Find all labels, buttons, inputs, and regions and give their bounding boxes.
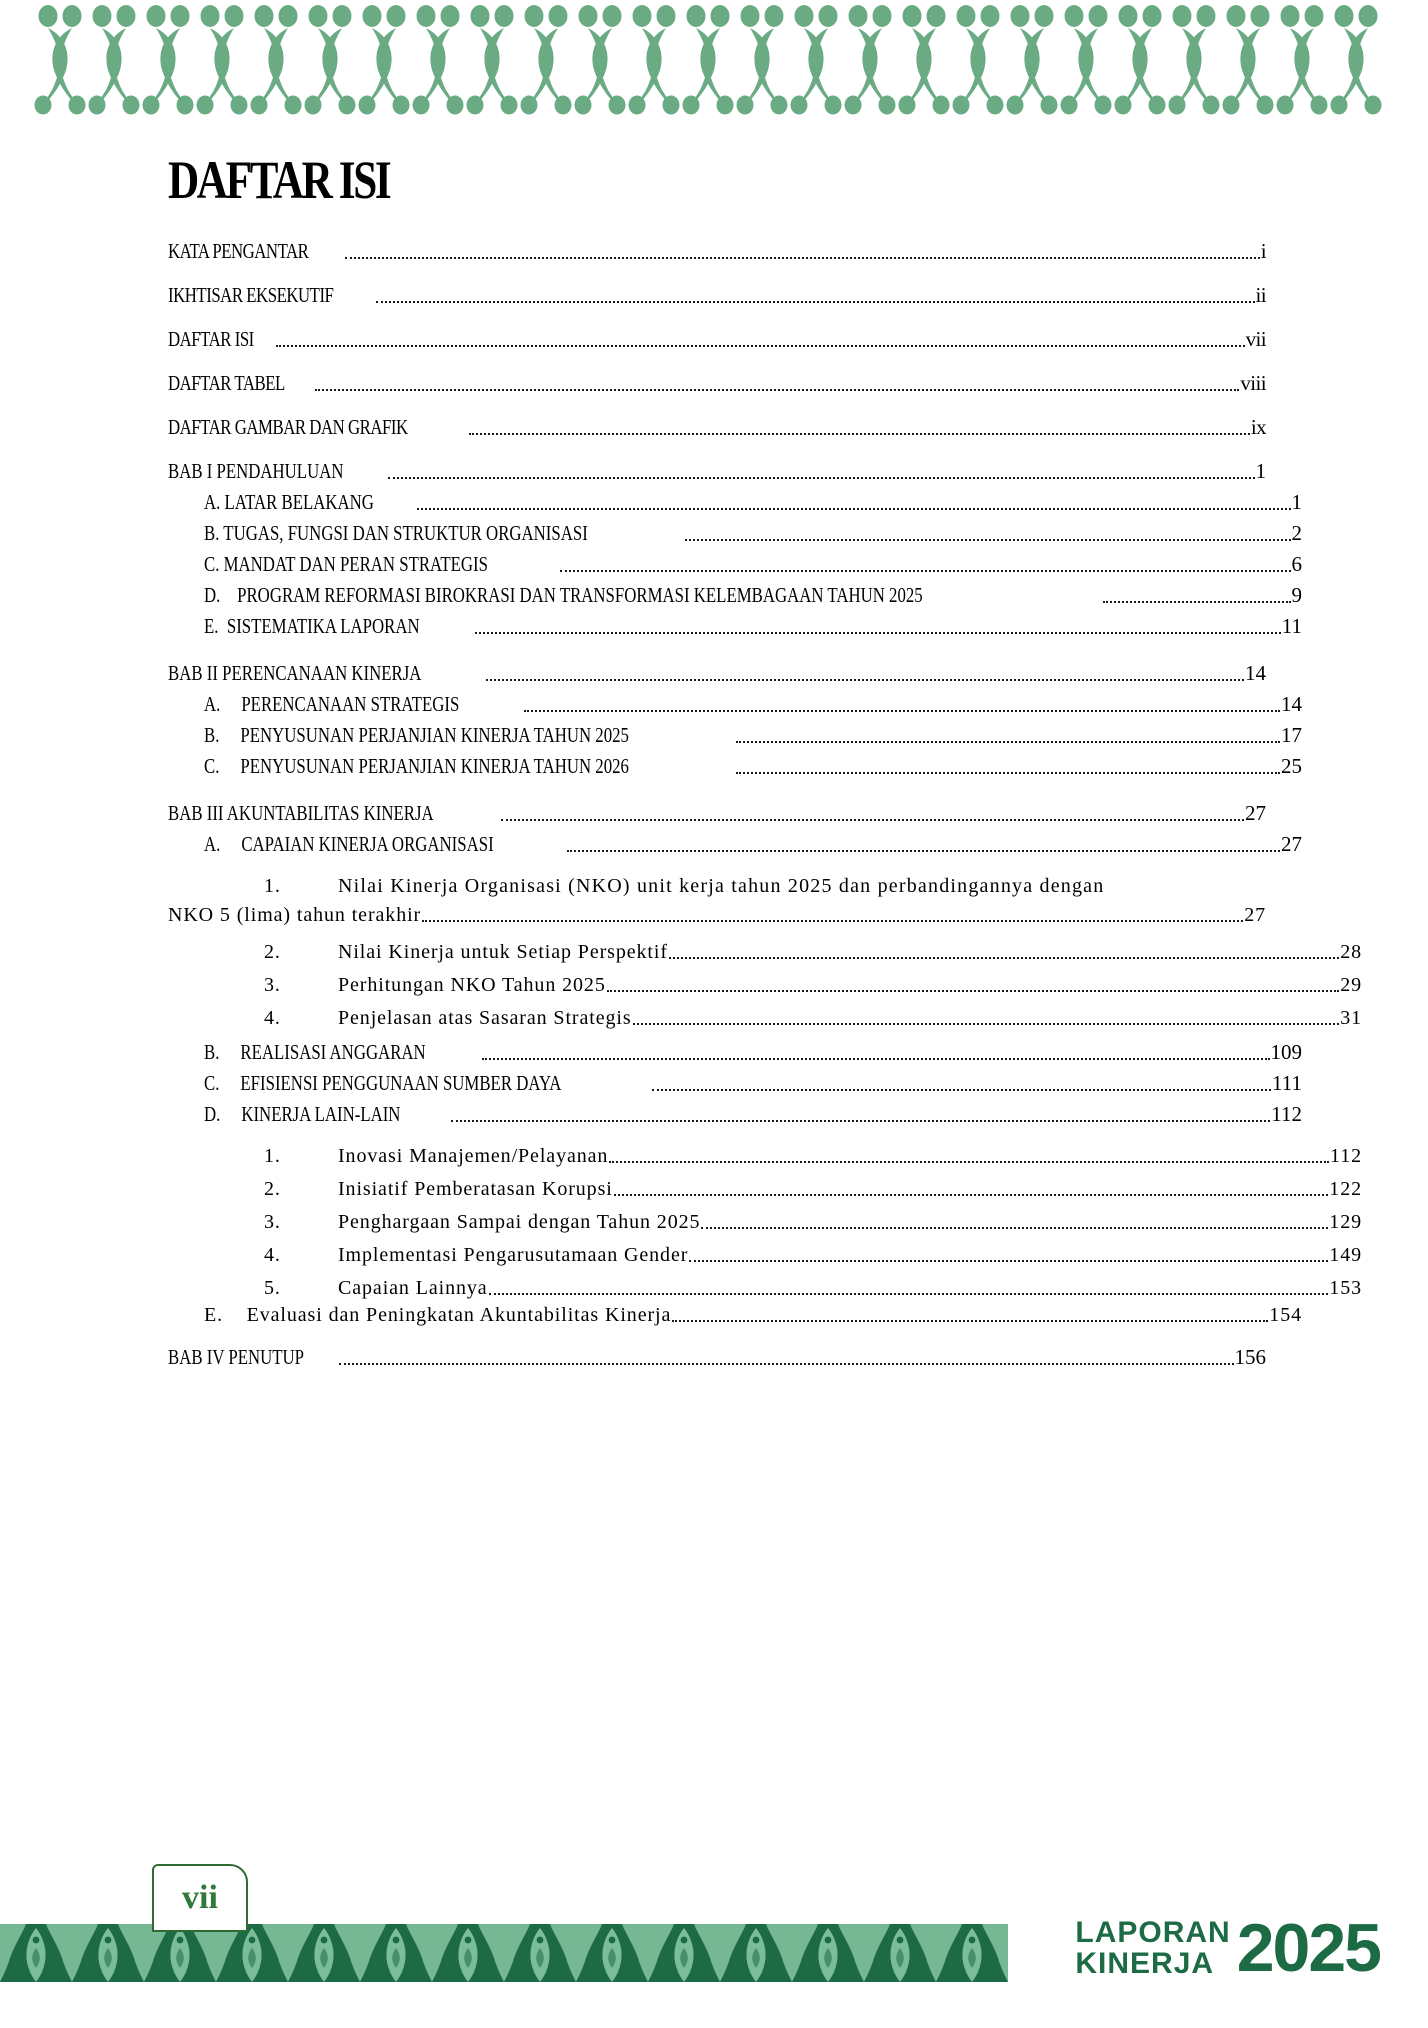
dot-leader xyxy=(609,1160,1329,1163)
toc-entry-numbered[interactable] xyxy=(168,1145,1362,1168)
top-band-pattern xyxy=(0,0,1428,120)
toc-entry-chapter-4[interactable] xyxy=(168,1345,1266,1370)
toc-entry[interactable] xyxy=(168,327,1266,352)
toc-entry[interactable] xyxy=(168,239,1266,264)
toc-entry-page: 25 xyxy=(1281,753,1302,778)
toc-entry[interactable] xyxy=(168,521,1302,546)
toc-entry-label: E. Evaluasi dan Peningkatan Akuntabilitas Kinerja xyxy=(204,1303,672,1326)
toc-entry-label: Capaian Lainnya xyxy=(338,1276,488,1299)
toc-entry-numbered[interactable] xyxy=(168,1244,1362,1267)
toc-entry-label: A. PERENCANAAN STRATEGIS xyxy=(204,691,460,716)
toc-entry-page: 129 xyxy=(1329,1210,1362,1233)
toc-entry-label: A. LATAR BELAKANG xyxy=(204,489,374,514)
logo-text-block xyxy=(1075,1918,1230,1979)
logo-line-1: LAPORAN xyxy=(1075,1916,1231,1950)
toc-entry-page: 122 xyxy=(1329,1177,1362,1200)
toc-entry[interactable] xyxy=(168,283,1266,308)
toc-entry[interactable] xyxy=(168,754,1302,779)
dot-leader xyxy=(422,919,1243,922)
dot-leader xyxy=(489,1292,1329,1295)
dot-leader xyxy=(736,740,1280,743)
toc-entry-numbered[interactable] xyxy=(168,875,1362,898)
dot-leader xyxy=(345,256,1260,259)
dot-leader xyxy=(652,1088,1271,1091)
toc-entry-page: 9 xyxy=(1291,582,1302,607)
toc-entry-page: 14 xyxy=(1281,691,1302,716)
toc-entry-page: 154 xyxy=(1269,1303,1302,1326)
toc-entry-label: DAFTAR ISI xyxy=(168,326,254,351)
toc-entry-page: 1 xyxy=(1291,489,1302,514)
toc-entry-index: 1. xyxy=(264,874,281,897)
dot-leader xyxy=(475,631,1281,634)
toc-entry-page: 112 xyxy=(1271,1101,1302,1126)
toc-entry[interactable] xyxy=(168,1304,1302,1327)
toc-entry-label: C. MANDAT DAN PERAN STRATEGIS xyxy=(204,551,488,576)
toc-entry-label: IKHTISAR EKSEKUTIF xyxy=(168,282,334,307)
dot-leader xyxy=(451,1119,1271,1122)
toc-entry-index: 4. xyxy=(264,1006,281,1029)
toc-entry-label: C. PENYUSUNAN PERJANJIAN KINERJA TAHUN 2026 xyxy=(204,753,629,778)
toc-entry-page: vii xyxy=(1245,326,1266,351)
dot-leader xyxy=(669,956,1339,959)
toc-entry-label: Inovasi Manajemen/Pelayanan xyxy=(338,1144,609,1167)
toc-entry-page: i xyxy=(1260,238,1266,263)
logo-line-2: KINERJA xyxy=(1075,1947,1215,1980)
toc-entry-index: 3. xyxy=(264,973,281,996)
dot-leader xyxy=(524,709,1280,712)
toc-entry-page: 2 xyxy=(1291,520,1302,545)
toc-entry-index: 5. xyxy=(264,1276,281,1299)
toc-entry-page: 153 xyxy=(1329,1276,1362,1299)
dot-leader xyxy=(501,818,1244,821)
dot-leader xyxy=(486,678,1244,681)
toc-entry-page: viii xyxy=(1240,370,1266,395)
toc-entry[interactable] xyxy=(168,371,1266,396)
toc-entry-page: 27 xyxy=(1244,903,1266,926)
toc-entry-label: B. TUGAS, FUNGSI DAN STRUKTUR ORGANISASI xyxy=(204,520,588,545)
page-number-badge xyxy=(152,1864,248,1932)
toc-entry-label: A. CAPAIAN KINERJA ORGANISASI xyxy=(204,831,494,856)
dot-leader xyxy=(469,432,1250,435)
toc-entry-label: Penghargaan Sampai dengan Tahun 2025 xyxy=(338,1210,701,1233)
toc-entry-index: 3. xyxy=(264,1210,281,1233)
page-title: DAFTAR ISI xyxy=(168,150,390,210)
toc-entry[interactable] xyxy=(168,1071,1302,1096)
chapter-2-group xyxy=(168,660,1302,779)
toc-entry[interactable] xyxy=(168,1040,1302,1065)
dot-leader xyxy=(614,1193,1329,1196)
toc-entry-page: 29 xyxy=(1340,973,1362,996)
toc-entry[interactable] xyxy=(168,614,1302,639)
toc-entry-label: Perhitungan NKO Tahun 2025 xyxy=(338,973,606,996)
dot-leader xyxy=(376,300,1255,303)
toc-entry-label: Implementasi Pengarusutamaan Gender xyxy=(338,1243,689,1266)
dot-leader xyxy=(276,344,1244,347)
logo-year: 2025 xyxy=(1236,1910,1380,1987)
toc-entry-page: 111 xyxy=(1272,1070,1302,1095)
dot-leader xyxy=(607,989,1339,992)
dot-leader xyxy=(388,476,1254,479)
toc-entry-label: D. PROGRAM REFORMASI BIROKRASI DAN TRANSFORMASI KELEMBAGAAN TAHUN 2025 xyxy=(204,582,923,607)
dot-leader xyxy=(339,1362,1234,1365)
toc-entry-page: 14 xyxy=(1245,660,1266,685)
dot-leader xyxy=(315,388,1239,391)
dot-leader xyxy=(417,507,1290,510)
toc-entry-page: 11 xyxy=(1281,613,1302,638)
toc-entry-label-cont: NKO 5 (lima) tahun terakhir xyxy=(168,903,422,926)
toc-entry-label: Inisiatif Pemberatasan Korupsi xyxy=(338,1177,613,1200)
toc-entry-label: BAB III AKUNTABILITAS KINERJA xyxy=(168,800,434,825)
dot-leader xyxy=(685,538,1291,541)
toc-entry-index: 1. xyxy=(264,1144,281,1167)
toc-entry-numbered[interactable] xyxy=(168,1007,1362,1030)
toc-entry-page: 156 xyxy=(1234,1344,1266,1369)
toc-entry[interactable] xyxy=(168,490,1302,515)
toc-entry-page: ii xyxy=(1255,282,1266,307)
toc-entry-numbered[interactable] xyxy=(168,1211,1362,1234)
toc-entry-numbered[interactable] xyxy=(168,1178,1362,1201)
toc-entry-page: 112 xyxy=(1330,1144,1362,1167)
toc-entry[interactable] xyxy=(168,552,1302,577)
toc-entry-label: Nilai Kinerja untuk Setiap Perspektif xyxy=(338,940,668,963)
toc-entry-page: 6 xyxy=(1291,551,1302,576)
toc-entry-label: B. PENYUSUNAN PERJANJIAN KINERJA TAHUN 2025 xyxy=(204,722,629,747)
chapter-3-group xyxy=(168,800,1362,1327)
toc-entry-chapter-3[interactable] xyxy=(168,801,1266,826)
toc-entry-page: 27 xyxy=(1281,831,1302,856)
chapter-1-group xyxy=(168,458,1302,639)
toc-entry-chapter-2[interactable] xyxy=(168,661,1266,686)
toc-entry-page: 109 xyxy=(1270,1039,1302,1064)
toc-entry[interactable] xyxy=(168,723,1302,748)
toc-entry-label: DAFTAR TABEL xyxy=(168,370,285,395)
toc-entry-label: DAFTAR GAMBAR DAN GRAFIK xyxy=(168,414,408,439)
dot-leader xyxy=(701,1226,1328,1229)
toc-entry-label: BAB IV PENUTUP xyxy=(168,1344,304,1369)
toc-entry[interactable] xyxy=(168,1102,1302,1127)
dot-leader xyxy=(672,1319,1268,1322)
toc-entry-label: Penjelasan atas Sasaran Strategis xyxy=(338,1006,632,1029)
toc-entry-index: 2. xyxy=(264,1177,281,1200)
toc-entry-page: 149 xyxy=(1329,1243,1362,1266)
toc-entry-label: BAB I PENDAHULUAN xyxy=(168,458,344,483)
page-number: vii xyxy=(182,1879,218,1916)
toc-entry-label: Nilai Kinerja Organisasi (NKO) unit kerja tahun 2025 dan perbandingannya dengan xyxy=(338,874,1105,897)
toc-entry-page: 17 xyxy=(1281,722,1302,747)
front-matter-list xyxy=(168,239,1266,440)
dot-leader xyxy=(736,771,1280,774)
toc-entry-numbered[interactable] xyxy=(168,1277,1362,1300)
dot-leader xyxy=(560,569,1291,572)
toc-entry-chapter-1[interactable] xyxy=(168,459,1266,484)
toc-entry-label: C. EFISIENSI PENGGUNAAN SUMBER DAYA xyxy=(204,1070,562,1095)
toc-entry-page: ix xyxy=(1250,414,1266,439)
toc-entry-index: 4. xyxy=(264,1243,281,1266)
toc-entry-page: 31 xyxy=(1340,1006,1362,1029)
dot-leader xyxy=(567,849,1280,852)
report-logo xyxy=(1075,1910,1380,1987)
toc-entry-numbered-cont[interactable] xyxy=(168,904,1266,927)
toc-entry[interactable] xyxy=(168,583,1302,608)
toc-entry-page: 28 xyxy=(1340,940,1362,963)
dot-leader xyxy=(689,1259,1328,1262)
dot-leader xyxy=(1103,600,1290,603)
toc-entry-label: D. KINERJA LAIN-LAIN xyxy=(204,1101,401,1126)
toc-entry-numbered[interactable] xyxy=(168,974,1362,997)
toc-entry-label: B. REALISASI ANGGARAN xyxy=(204,1039,426,1064)
dot-leader xyxy=(633,1022,1340,1025)
toc-entry[interactable] xyxy=(168,415,1266,440)
top-decorative-band xyxy=(0,0,1428,120)
toc-entry-page: 27 xyxy=(1245,800,1266,825)
toc-entry-label: E. SISTEMATIKA LAPORAN xyxy=(204,613,420,638)
toc-entry-label: BAB II PERENCANAAN KINERJA xyxy=(168,660,422,685)
toc-entry-label: KATA PENGANTAR xyxy=(168,238,309,263)
toc-page-content xyxy=(168,150,1362,1376)
toc-entry[interactable] xyxy=(168,692,1302,717)
toc-entry-numbered[interactable] xyxy=(168,941,1362,964)
toc-entry-page: 1 xyxy=(1255,458,1266,483)
toc-entry-index: 2. xyxy=(264,940,281,963)
page-footer xyxy=(0,1879,1428,2028)
dot-leader xyxy=(482,1057,1269,1060)
toc-entry[interactable] xyxy=(168,832,1302,857)
